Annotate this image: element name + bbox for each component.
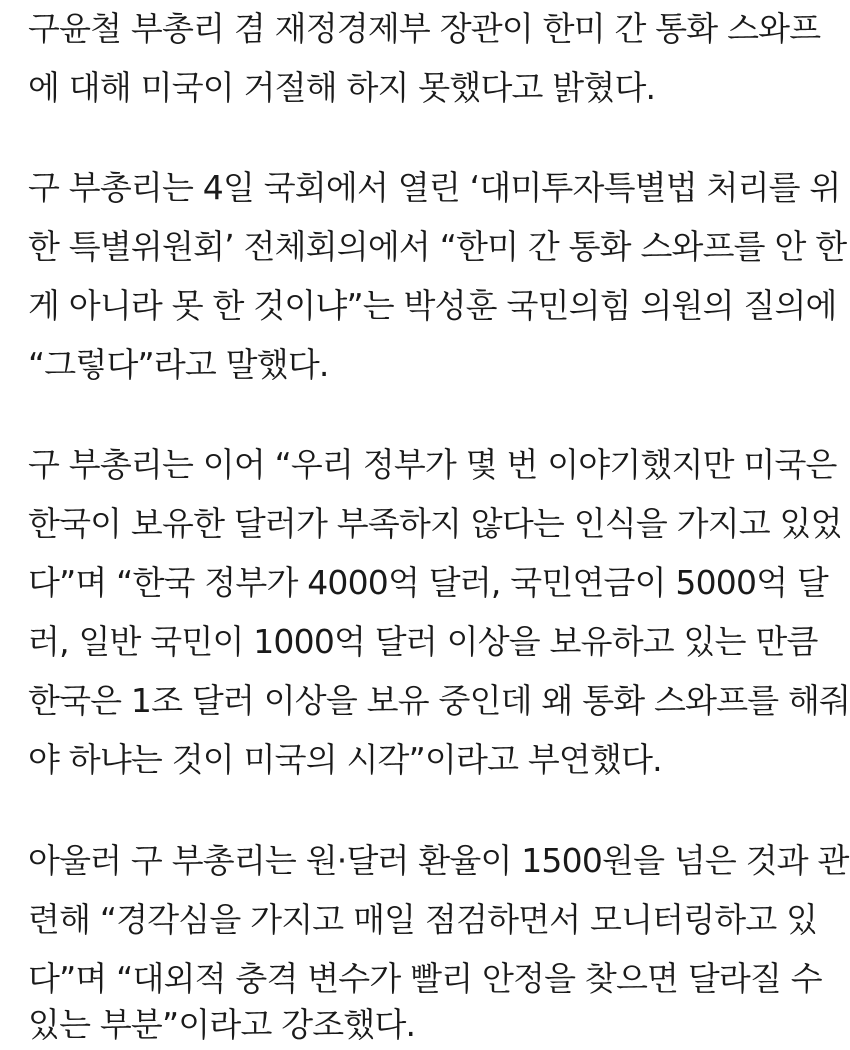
text-line: 에 대해 미국이 거절해 하지 못했다고 밝혔다. (28, 68, 656, 107)
text-line: 구 부총리는 이어 “우리 정부가 몇 번 이야기했지만 미국은 (28, 445, 837, 484)
text-line: 구 부총리는 4일 국회에서 열린 ‘대미투자특별법 처리를 위 (28, 168, 841, 207)
text-line: 련해 “경각심을 가지고 매일 점검하면서 모니터링하고 있 (28, 900, 818, 939)
text-line: 다”며 “대외적 충격 변수가 빨리 안정을 찾으면 달라질 수 (28, 959, 822, 998)
text-line: 구윤철 부총리 겸 재정경제부 장관이 한미 간 통화 스와프 (28, 9, 821, 48)
text-line: 한국이 보유한 달러가 부족하지 않다는 인식을 가지고 있었 (28, 504, 842, 543)
text-line: 다”며 “한국 정부가 4000억 달러, 국민연금이 5000억 달 (28, 563, 829, 602)
text-line: 한 특별위원회’ 전체회의에서 “한미 간 통화 스와프를 안 한 (28, 227, 847, 266)
text-line: “그렇다”라고 말했다. (28, 345, 329, 384)
text-line: 있는 부분”이라고 강조했다. (28, 1005, 416, 1044)
text-line: 아울러 구 부총리는 원·달러 환율이 1500원을 넘은 것과 관 (28, 841, 849, 880)
text-line: 야 하냐는 것이 미국의 시각”이라고 부연했다. (28, 740, 662, 779)
text-line: 한국은 1조 달러 이상을 보유 중인데 왜 통화 스와프를 해줘 (28, 681, 850, 720)
text-line: 러, 일반 국민이 1000억 달러 이상을 보유하고 있는 만큼 (28, 622, 818, 661)
text-line: 게 아니라 못 한 것이냐”는 박성훈 국민의힘 의원의 질의에 (28, 286, 837, 325)
